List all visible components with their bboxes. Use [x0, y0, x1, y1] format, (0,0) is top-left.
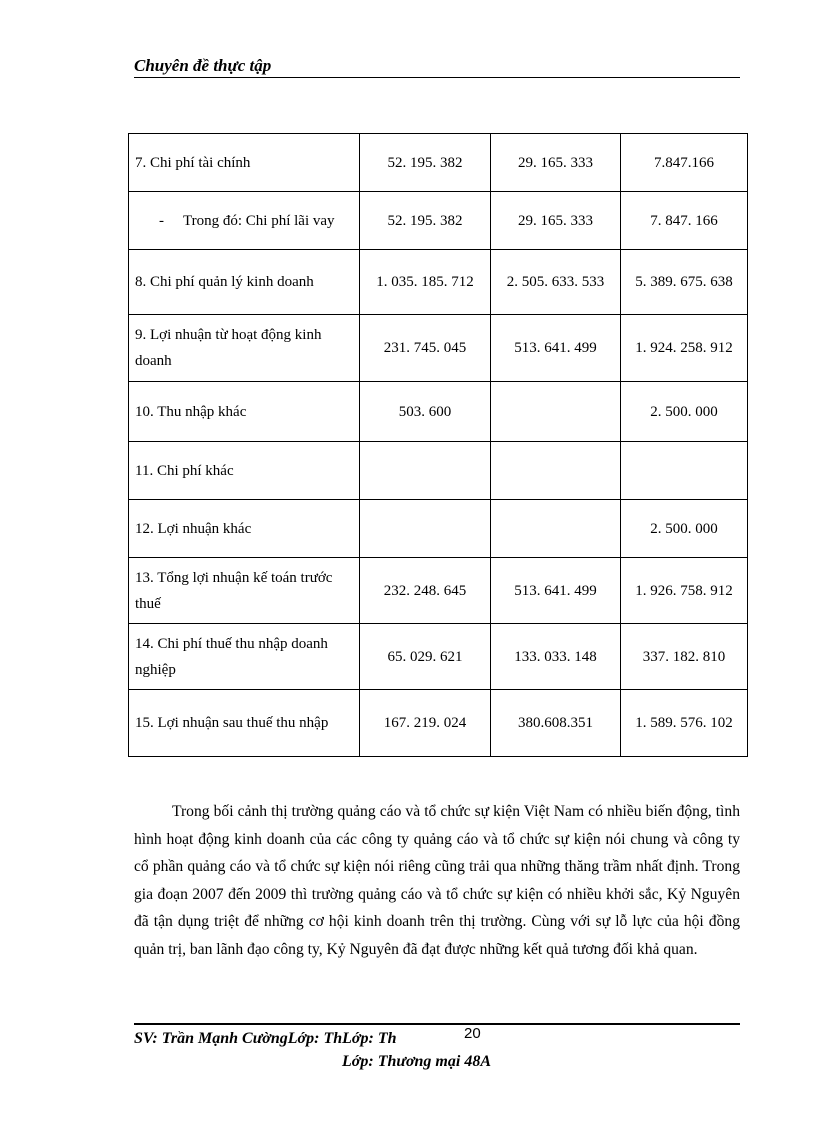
value-2007: 52. 195. 382	[360, 192, 491, 250]
value-2007: 52. 195. 382	[360, 134, 491, 192]
value-2009: 2. 500. 000	[621, 382, 748, 442]
value-2009	[621, 442, 748, 500]
list-dash: -	[159, 212, 164, 229]
value-2009: 5. 389. 675. 638	[621, 250, 748, 315]
table-row	[129, 690, 748, 757]
value-2008: 29. 165. 333	[491, 134, 621, 192]
table-row	[129, 315, 748, 382]
value-2009: 7. 847. 166	[621, 192, 748, 250]
table-row	[129, 558, 748, 624]
row-label: 8. Chi phí quản lý kinh doanh	[129, 250, 360, 315]
value-2008: 380.608.351	[491, 690, 621, 757]
value-2009: 1. 589. 576. 102	[621, 690, 748, 757]
row-label: Trong đó: Chi phí lãi vay	[183, 212, 335, 229]
page-header-title: Chuyên đề thực tập	[134, 56, 272, 75]
value-2007: 231. 745. 045	[360, 315, 491, 382]
row-label: 7. Chi phí tài chính	[129, 134, 360, 192]
table-row	[129, 382, 748, 442]
footer-student: SV: Trần Mạnh CườngLớp: ThLớp: Th	[134, 1030, 397, 1047]
table-row	[129, 250, 748, 315]
value-2008: 29. 165. 333	[491, 192, 621, 250]
value-2009: 337. 182. 810	[621, 624, 748, 690]
value-2008	[491, 382, 621, 442]
row-label: 12. Lợi nhuận khác	[129, 500, 360, 558]
value-2007: 503. 600	[360, 382, 491, 442]
page-number: 20	[464, 1025, 481, 1042]
value-2009: 1. 924. 258. 912	[621, 315, 748, 382]
table-row	[129, 192, 748, 250]
value-2009: 7.847.166	[621, 134, 748, 192]
row-label: 13. Tổng lợi nhuận kế toán trước thuế	[129, 558, 360, 624]
value-2007: 1. 035. 185. 712	[360, 250, 491, 315]
row-label: 15. Lợi nhuận sau thuế thu nhập	[129, 690, 360, 757]
table-row	[129, 624, 748, 690]
value-2008: 2. 505. 633. 533	[491, 250, 621, 315]
row-label: 11. Chi phí khác	[129, 442, 360, 500]
value-2009: 1. 926. 758. 912	[621, 558, 748, 624]
income-table	[128, 133, 748, 757]
value-2008: 513. 641. 499	[491, 315, 621, 382]
value-2008: 133. 033. 148	[491, 624, 621, 690]
row-label: 10. Thu nhập khác	[129, 382, 360, 442]
body-paragraph: Trong bối cảnh thị trường quảng cáo và tổ chức sự kiện Việt Nam có nhiều biến động, tình hình hoạt động kinh doanh của các công ty quảng cáo và tổ chức sự kiện nói chung và công ty cổ phần quảng cáo và tổ chức sự kiện nói riêng cũng trải qua những thăng trầm nhất định. Trong gia đoạn 2007 đến 2009 thì trường quảng cáo và tổ chức sự kiện có nhiều khởi sắc, Kỷ Nguyên đã tận dụng triệt để những cơ hội kinh doanh trên thị trường. Cùng với sự lỗ lực của hội đồng quản trị, ban lãnh đạo công ty, Kỷ Nguyên đã đạt được những kết quả tương đối khả quan.	[134, 803, 740, 958]
footer-class: Lớp: Thương mại 48A	[342, 1053, 491, 1070]
value-2008	[491, 500, 621, 558]
header-divider	[134, 77, 740, 78]
footer-divider	[134, 1023, 740, 1025]
value-2007	[360, 500, 491, 558]
value-2008: 513. 641. 499	[491, 558, 621, 624]
table-row	[129, 134, 748, 192]
value-2007	[360, 442, 491, 500]
row-label: 14. Chi phí thuế thu nhập doanh nghiệp	[129, 624, 360, 690]
value-2009: 2. 500. 000	[621, 500, 748, 558]
row-label: 9. Lợi nhuận từ hoạt động kinh doanh	[129, 315, 360, 382]
row-label-sub	[129, 192, 360, 250]
value-2007: 65. 029. 621	[360, 624, 491, 690]
table-row	[129, 442, 748, 500]
table-row	[129, 500, 748, 558]
value-2008	[491, 442, 621, 500]
value-2007: 167. 219. 024	[360, 690, 491, 757]
value-2007: 232. 248. 645	[360, 558, 491, 624]
